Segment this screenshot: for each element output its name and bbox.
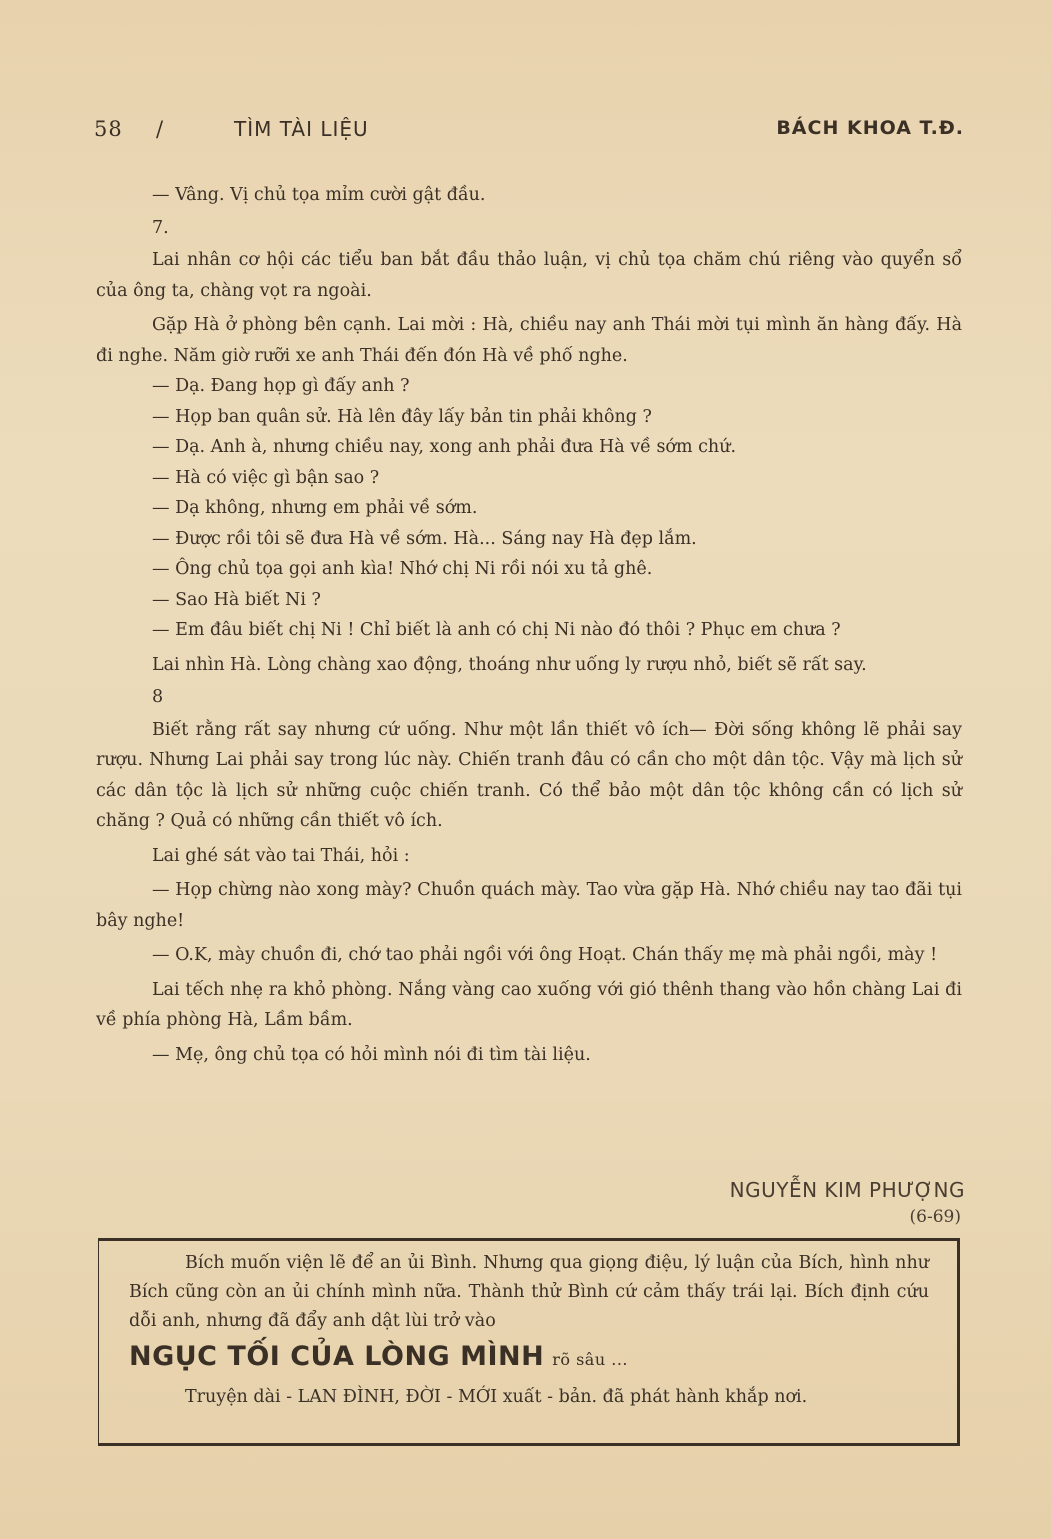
paragraph: — Hà có việc gì bận sao ? <box>152 467 380 488</box>
paragraph: — Dạ. Đang họp gì đấy anh ? <box>152 376 410 396</box>
author-signature: NGUYỄN KIM PHƯỢNG <box>729 1178 965 1202</box>
header-separator: / <box>156 117 165 141</box>
paragraph: Gặp Hà ở phòng bên cạnh. Lai mời : Hà, chiều nay anh Thái mời tụi mình ăn hàng đấy. Hà đi nghe. Năm giờ rưỡi xe anh Thái đến đón Hà về phố nghe. <box>96 315 962 366</box>
section-number: 7. <box>152 217 169 238</box>
paragraph: — Họp chừng nào xong mày? Chuồn quách mày. Tao vừa gặp Hà. Nhớ chiều nay tao đãi tụi bây nghe! <box>96 880 962 931</box>
paragraph: — Mẹ, ông chủ tọa có hỏi mình nói đi tìm tài liệu. <box>152 1044 591 1065</box>
ad-book-title <box>129 1338 929 1379</box>
paragraph: — O.K, mày chuồn đi, chớ tao phải ngồi với ông Hoạt. Chán thấy mẹ mà phải ngồi, mày ! <box>152 945 938 965</box>
paragraph: — Dạ. Anh à, nhưng chiều nay, xong anh phải đưa Hà về sớm chứ. <box>152 437 737 457</box>
section-title: TÌM TÀI LIỆU <box>234 117 369 141</box>
ad-footer: Truyện dài - LAN ĐÌNH, ĐỜI - MỚI xuất - bản. đã phát hành khắp nơi. <box>185 1387 808 1407</box>
ad-title-text: NGỤC TỐI CỦA LÒNG MÌNH <box>129 1341 545 1372</box>
article-body <box>96 180 962 1070</box>
ad-intro: Bích muốn viện lẽ để an ủi Bình. Nhưng qua giọng điệu, lý luận của Bích, hình như Bích cũng còn an ủi chính mình nữa. Thành thử Bình cứ cảm thấy trái lại. Bích định cứu dỗi anh, nhưng đã đẩy anh dật lùi trở vào <box>129 1253 929 1331</box>
paragraph: Lai nhân cơ hội các tiểu ban bắt đầu thảo luận, vị chủ tọa chăm chú riêng vào quyển sổ của ông ta, chàng vọt ra ngoài. <box>96 250 962 301</box>
page-number: 58 <box>94 117 123 141</box>
paragraph: — Họp ban quân sử. Hà lên đây lấy bản tin phải không ? <box>152 406 652 427</box>
paragraph: — Dạ không, nhưng em phải về sớm. <box>152 498 478 518</box>
magazine-name: BÁCH KHOA T.Đ. <box>776 117 964 139</box>
paragraph: Biết rằng rất say nhưng cứ uống. Như một lần thiết vô ích— Đời sống không lẽ phải say rượu. Nhưng Lai phải say trong lúc này. Chiến tranh đâu có cần cho một dân tộc. Vậy mà lịch sử các dân tộc là lịch sử những cuộc chiến tranh. Có thể bảo một dân tộc không cần có lịch sử chăng ? Quả có những cần thiết vô ích. <box>96 719 962 831</box>
ad-title-suffix: rõ sâu ... <box>552 1350 628 1369</box>
advertisement-box <box>98 1238 960 1446</box>
paragraph: — Sao Hà biết Ni ? <box>152 589 321 610</box>
paragraph: — Vâng. Vị chủ tọa mỉm cười gật đầu. <box>152 185 486 205</box>
section-number: 8 <box>152 687 164 707</box>
paragraph: Lai tếch nhẹ ra khỏ phòng. Nắng vàng cao xuống với gió thênh thang vào hồn chàng Lai đi về phía phòng Hà, Lầm bầm. <box>96 979 962 1030</box>
paragraph: — Được rồi tôi sẽ đưa Hà về sớm. Hà... Sáng nay Hà đẹp lắm. <box>152 528 697 549</box>
paragraph: Lai nhìn Hà. Lòng chàng xao động, thoáng như uống ly rượu nhỏ, biết sẽ rất say. <box>152 654 867 675</box>
paragraph: — Ông chủ tọa gọi anh kìa! Nhớ chị Ni rồi nói xu tả ghê. <box>152 559 653 579</box>
article-date: (6-69) <box>909 1207 961 1227</box>
running-header <box>94 117 964 143</box>
paragraph: — Em đâu biết chị Ni ! Chỉ biết là anh có chị Ni nào đó thôi ? Phục em chưa ? <box>152 620 841 640</box>
paragraph: Lai ghé sát vào tai Thái, hỏi : <box>152 845 410 866</box>
